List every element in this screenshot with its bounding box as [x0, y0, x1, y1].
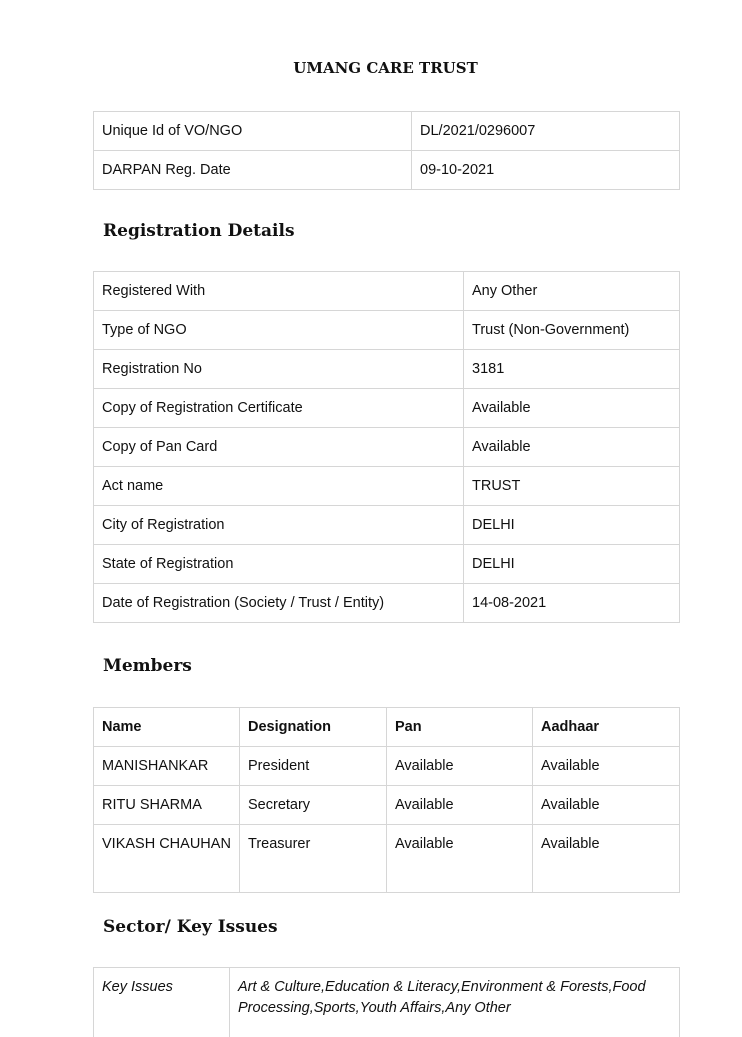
table-row [94, 112, 680, 151]
member-name: VIKASH CHAUHAN [94, 825, 240, 893]
registration-heading: Registration Details [103, 221, 295, 241]
registration-label: Copy of Registration Certificate [94, 389, 464, 428]
sectors-table [93, 967, 680, 1037]
registration-value: Available [464, 428, 680, 467]
members-table [93, 707, 680, 893]
members-heading: Members [103, 656, 192, 676]
column-header: Pan [387, 708, 533, 747]
registration-value: Available [464, 389, 680, 428]
overview-label: DARPAN Reg. Date [94, 151, 412, 190]
registration-label: Date of Registration (Society / Trust / Entity) [94, 584, 464, 623]
registration-label: Act name [94, 467, 464, 506]
overview-value: DL/2021/0296007 [412, 112, 680, 151]
registration-value: DELHI [464, 506, 680, 545]
registration-value: 14-08-2021 [464, 584, 680, 623]
table-row [94, 311, 680, 350]
member-name: MANISHANKAR [94, 747, 240, 786]
member-aadhaar: Available [533, 747, 680, 786]
registration-value: Trust (Non-Government) [464, 311, 680, 350]
overview-value: 09-10-2021 [412, 151, 680, 190]
table-row [94, 747, 680, 786]
table-row [94, 151, 680, 190]
registration-label: State of Registration [94, 545, 464, 584]
registration-value: DELHI [464, 545, 680, 584]
table-row [94, 545, 680, 584]
member-designation: President [240, 747, 387, 786]
registration-label: Registered With [94, 272, 464, 311]
overview-label: Unique Id of VO/NGO [94, 112, 412, 151]
table-row [94, 428, 680, 467]
table-row [94, 968, 680, 1037]
table-row [94, 786, 680, 825]
registration-value: TRUST [464, 467, 680, 506]
page-title: UMANG CARE TRUST [0, 59, 742, 77]
table-row [94, 467, 680, 506]
member-aadhaar: Available [533, 786, 680, 825]
member-designation: Secretary [240, 786, 387, 825]
registration-value: 3181 [464, 350, 680, 389]
registration-label: Copy of Pan Card [94, 428, 464, 467]
table-row [94, 350, 680, 389]
registration-label: Registration No [94, 350, 464, 389]
registration-label: City of Registration [94, 506, 464, 545]
registration-table [93, 271, 680, 623]
table-header-row [94, 708, 680, 747]
sectors-heading: Sector/ Key Issues [103, 917, 278, 937]
member-pan: Available [387, 825, 533, 893]
registration-label: Type of NGO [94, 311, 464, 350]
table-row [94, 389, 680, 428]
key-issues-label: Key Issues [94, 968, 230, 1037]
overview-table [93, 111, 680, 190]
member-pan: Available [387, 747, 533, 786]
member-aadhaar: Available [533, 825, 680, 893]
table-row [94, 584, 680, 623]
key-issues-value: Art & Culture,Education & Literacy,Environment & Forests,Food Processing,Sports,Youth Affairs,Any Other [230, 968, 680, 1037]
member-designation: Treasurer [240, 825, 387, 893]
table-row [94, 825, 680, 893]
table-row [94, 272, 680, 311]
member-name: RITU SHARMA [94, 786, 240, 825]
table-row [94, 506, 680, 545]
column-header: Designation [240, 708, 387, 747]
member-pan: Available [387, 786, 533, 825]
column-header: Aadhaar [533, 708, 680, 747]
registration-value: Any Other [464, 272, 680, 311]
column-header: Name [94, 708, 240, 747]
